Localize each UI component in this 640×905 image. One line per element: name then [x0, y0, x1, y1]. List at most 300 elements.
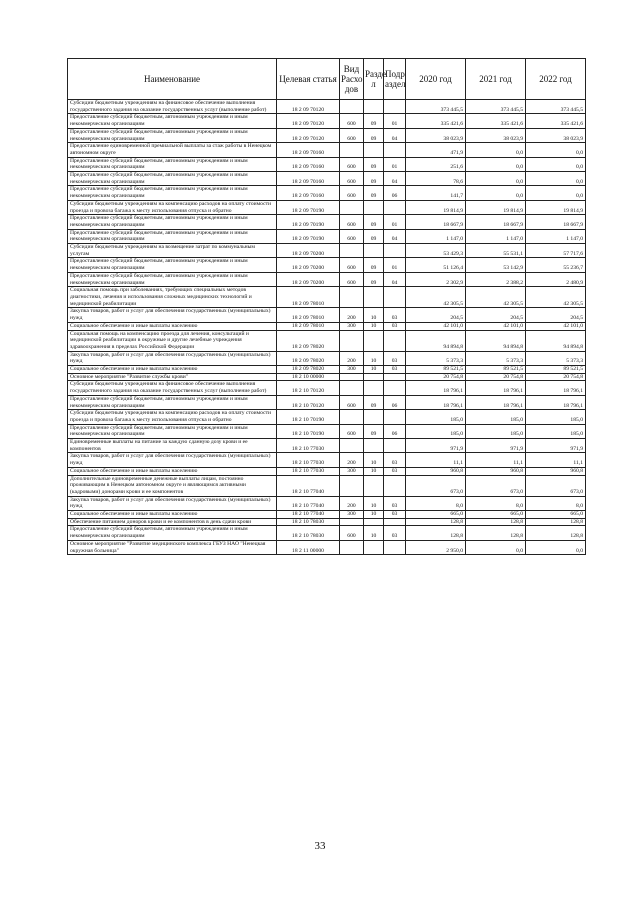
row-name: Закупка товаров, работ и услуг для обеспечения государственных (муниципальных) нужд [68, 351, 277, 365]
table-row [68, 244, 586, 258]
row-amount-2020: 20 754,8 [406, 373, 466, 381]
row-amount-2022: 0,0 [526, 172, 586, 186]
row-subsection [384, 381, 406, 395]
row-amount-2021: 204,5 [466, 308, 526, 322]
row-target-article: 18 2 09 78010 [277, 322, 340, 330]
table-row [68, 366, 586, 374]
row-expense-kind: 200 [340, 453, 364, 467]
row-amount-2021: 1 147,0 [466, 229, 526, 243]
row-section: 09 [364, 186, 384, 200]
row-amount-2020: 185,0 [406, 424, 466, 438]
row-target-article: 18 2 09 70120 [277, 100, 340, 114]
row-amount-2020: 19 814,9 [406, 200, 466, 214]
table-row [68, 439, 586, 453]
row-expense-kind: 600 [340, 526, 364, 540]
row-subsection: 03 [384, 467, 406, 475]
row-name: Предоставление субсидий бюджетным, автономным учреждениям и иным некоммерческим организациям [68, 172, 277, 186]
row-expense-kind: 600 [340, 186, 364, 200]
row-amount-2022: 0,0 [526, 540, 586, 554]
row-amount-2020: 18 796,1 [406, 395, 466, 409]
table-row [68, 496, 586, 510]
row-amount-2022: 18 667,9 [526, 215, 586, 229]
row-amount-2021: 185,0 [466, 410, 526, 424]
row-amount-2020: 471,9 [406, 143, 466, 157]
row-section [364, 143, 384, 157]
row-amount-2021: 0,0 [466, 143, 526, 157]
row-expense-kind: 200 [340, 496, 364, 510]
header-section: Разде л [364, 59, 384, 100]
row-expense-kind: 600 [340, 229, 364, 243]
row-amount-2022: 673,0 [526, 475, 586, 496]
row-target-article: 18 2 09 70160 [277, 172, 340, 186]
row-expense-kind: 300 [340, 322, 364, 330]
row-amount-2021: 53 142,9 [466, 258, 526, 272]
row-amount-2022: 38 023,9 [526, 128, 586, 142]
table-row [68, 200, 586, 214]
row-target-article: 18 2 10 77030 [277, 467, 340, 475]
table-row [68, 114, 586, 128]
row-subsection: 06 [384, 395, 406, 409]
row-amount-2021: 18 667,9 [466, 215, 526, 229]
row-amount-2022: 373 445,5 [526, 100, 586, 114]
row-expense-kind [340, 244, 364, 258]
row-amount-2021: 18 796,1 [466, 395, 526, 409]
row-section [364, 475, 384, 496]
table-row [68, 526, 586, 540]
row-expense-kind [340, 518, 364, 526]
row-amount-2021: 18 796,1 [466, 381, 526, 395]
table-row [68, 410, 586, 424]
row-section: 09 [364, 258, 384, 272]
row-expense-kind [340, 439, 364, 453]
row-amount-2020: 18 796,1 [406, 381, 466, 395]
row-amount-2021: 373 445,5 [466, 100, 526, 114]
row-section: 10 [364, 526, 384, 540]
row-name: Предоставление субсидий бюджетным, автономным учреждениям и иным некоммерческим организациям [68, 229, 277, 243]
row-expense-kind: 200 [340, 308, 364, 322]
row-name: Субсидии бюджетным учреждениям на компенсацию расходов на оплату стоимости проезда и провоза багажа к месту использования отпуска и обратно [68, 410, 277, 424]
row-target-article: 18 2 09 70120 [277, 114, 340, 128]
row-amount-2020: 5 373,3 [406, 351, 466, 365]
row-target-article: 18 2 09 78020 [277, 366, 340, 374]
budget-table [67, 58, 586, 555]
row-name: Закупка товаров, работ и услуг для обеспечения государственных (муниципальных) нужд [68, 496, 277, 510]
header-subsection: Подр аздел [384, 59, 406, 100]
row-subsection: 06 [384, 424, 406, 438]
row-amount-2022: 0,0 [526, 157, 586, 171]
row-amount-2022: 5 373,3 [526, 351, 586, 365]
row-section [364, 287, 384, 308]
header-2021: 2021 год [466, 59, 526, 100]
table-row [68, 287, 586, 308]
row-target-article: 18 2 09 70160 [277, 157, 340, 171]
row-amount-2022: 11,1 [526, 453, 586, 467]
row-expense-kind: 200 [340, 351, 364, 365]
row-target-article: 18 2 09 70160 [277, 143, 340, 157]
row-amount-2020: 673,0 [406, 475, 466, 496]
row-amount-2020: 89 521,5 [406, 366, 466, 374]
row-target-article: 18 2 09 70200 [277, 258, 340, 272]
row-section: 09 [364, 172, 384, 186]
row-amount-2020: 78,6 [406, 172, 466, 186]
row-name: Субсидии бюджетным учреждениям на возмещение затрат по коммунальным услугам [68, 244, 277, 258]
row-subsection [384, 330, 406, 351]
row-amount-2020: 373 445,5 [406, 100, 466, 114]
row-expense-kind [340, 143, 364, 157]
row-target-article: 18 2 09 70120 [277, 128, 340, 142]
row-target-article: 18 2 09 70190 [277, 215, 340, 229]
row-section: 10 [364, 366, 384, 374]
row-amount-2020: 53 429,3 [406, 244, 466, 258]
table-row [68, 381, 586, 395]
row-amount-2021: 89 521,5 [466, 366, 526, 374]
row-amount-2021: 673,0 [466, 475, 526, 496]
row-amount-2022: 19 814,9 [526, 200, 586, 214]
table-row [68, 229, 586, 243]
row-amount-2021: 20 754,8 [466, 373, 526, 381]
row-subsection [384, 410, 406, 424]
row-subsection [384, 244, 406, 258]
row-amount-2021: 128,8 [466, 526, 526, 540]
row-amount-2021: 128,8 [466, 518, 526, 526]
row-section [364, 439, 384, 453]
header-2022: 2022 год [526, 59, 586, 100]
table-row [68, 308, 586, 322]
row-subsection [384, 439, 406, 453]
row-target-article: 18 2 09 78020 [277, 351, 340, 365]
row-amount-2021: 11,1 [466, 453, 526, 467]
row-expense-kind [340, 540, 364, 554]
row-amount-2020: 38 023,9 [406, 128, 466, 142]
row-subsection [384, 200, 406, 214]
row-amount-2020: 141,7 [406, 186, 466, 200]
row-name: Обеспечение питанием доноров крови и ее компонентов в день сдачи крови [68, 518, 277, 526]
row-subsection [384, 540, 406, 554]
row-amount-2020: 11,1 [406, 453, 466, 467]
row-amount-2022: 1 147,0 [526, 229, 586, 243]
row-amount-2020: 2 950,0 [406, 540, 466, 554]
row-expense-kind [340, 200, 364, 214]
row-subsection: 03 [384, 453, 406, 467]
table-row [68, 322, 586, 330]
row-section: 09 [364, 215, 384, 229]
row-subsection: 03 [384, 322, 406, 330]
row-subsection: 04 [384, 128, 406, 142]
row-amount-2022: 18 796,1 [526, 395, 586, 409]
row-subsection [384, 475, 406, 496]
row-amount-2021: 335 421,6 [466, 114, 526, 128]
table-row [68, 467, 586, 475]
row-amount-2020: 51 126,4 [406, 258, 466, 272]
table-row [68, 518, 586, 526]
row-name: Предоставление субсидий бюджетным, автономным учреждениям и иным некоммерческим организациям [68, 215, 277, 229]
table-row [68, 475, 586, 496]
row-subsection: 01 [384, 258, 406, 272]
row-section: 09 [364, 114, 384, 128]
row-target-article: 18 2 10 77040 [277, 496, 340, 510]
row-section: 09 [364, 424, 384, 438]
row-amount-2022: 185,0 [526, 410, 586, 424]
row-section: 09 [364, 157, 384, 171]
header-target-article: Целевая статья [277, 59, 340, 100]
row-section: 10 [364, 308, 384, 322]
table-row [68, 395, 586, 409]
row-amount-2021: 960,8 [466, 467, 526, 475]
table-body [68, 100, 586, 555]
row-amount-2020: 128,8 [406, 518, 466, 526]
row-expense-kind: 300 [340, 467, 364, 475]
row-amount-2021: 19 814,9 [466, 200, 526, 214]
row-amount-2022: 20 754,8 [526, 373, 586, 381]
row-expense-kind: 600 [340, 172, 364, 186]
row-section: 10 [364, 351, 384, 365]
row-name: Предоставление субсидий бюджетным, автономным учреждениям и иным некоммерческим организациям [68, 526, 277, 540]
row-subsection: 01 [384, 215, 406, 229]
row-amount-2022: 2 480,9 [526, 272, 586, 286]
row-name: Предоставление субсидий бюджетным, автономным учреждениям и иным некоммерческим организациям [68, 128, 277, 142]
row-amount-2022: 55 236,7 [526, 258, 586, 272]
row-expense-kind [340, 475, 364, 496]
row-section: 09 [364, 272, 384, 286]
header-2020: 2020 год [406, 59, 466, 100]
row-amount-2020: 335 421,6 [406, 114, 466, 128]
row-expense-kind: 300 [340, 366, 364, 374]
row-expense-kind: 600 [340, 114, 364, 128]
row-target-article: 18 2 09 70200 [277, 244, 340, 258]
row-name: Предоставление субсидий бюджетным, автономным учреждениям и иным некоммерческим организациям [68, 157, 277, 171]
row-subsection: 03 [384, 526, 406, 540]
row-name: Предоставление субсидий бюджетным, автономным учреждениям и иным некоммерческим организациям [68, 114, 277, 128]
row-expense-kind: 600 [340, 258, 364, 272]
row-amount-2022: 971,9 [526, 439, 586, 453]
table-header-row [68, 59, 586, 100]
row-section [364, 540, 384, 554]
row-name: Предоставление субсидий бюджетным, автономным учреждениям и иным некоммерческим организациям [68, 424, 277, 438]
row-target-article: 18 2 10 00000 [277, 373, 340, 381]
row-expense-kind: 600 [340, 157, 364, 171]
row-subsection: 03 [384, 308, 406, 322]
row-amount-2021: 8,0 [466, 496, 526, 510]
row-amount-2021: 971,9 [466, 439, 526, 453]
row-amount-2021: 42 305,5 [466, 287, 526, 308]
row-amount-2022: 89 521,5 [526, 366, 586, 374]
table-row [68, 272, 586, 286]
row-name: Предоставление субсидий бюджетным, автономным учреждениям и иным некоммерческим организациям [68, 272, 277, 286]
row-target-article: 18 2 10 77040 [277, 475, 340, 496]
row-target-article: 18 2 09 78010 [277, 308, 340, 322]
row-amount-2021: 5 373,3 [466, 351, 526, 365]
row-amount-2020: 8,0 [406, 496, 466, 510]
row-amount-2021: 185,0 [466, 424, 526, 438]
row-amount-2022: 185,0 [526, 424, 586, 438]
row-name: Закупка товаров, работ и услуг для обеспечения государственных (муниципальных) нужд [68, 308, 277, 322]
row-target-article: 18 2 09 70190 [277, 229, 340, 243]
header-expense-kind: Вид Расхо дов [340, 59, 364, 100]
row-name: Социальная помощь на компенсацию проезда для лечения, консультаций и медицинской реабилитации в окружные и другие лечебные учреждения здравоохранения в пределах Российской Федерации [68, 330, 277, 351]
row-expense-kind [340, 381, 364, 395]
row-target-article: 18 2 10 78030 [277, 518, 340, 526]
row-expense-kind [340, 100, 364, 114]
row-name: Дополнительные единовременные денежные выплаты лицам, постоянно проживающим в Ненецком автономном округе и являющимся активными (кадровыми) донорами крови и ее компонентов [68, 475, 277, 496]
header-name: Наименование [68, 59, 277, 100]
row-subsection: 03 [384, 366, 406, 374]
row-section [364, 200, 384, 214]
row-section: 10 [364, 467, 384, 475]
row-amount-2021: 0,0 [466, 186, 526, 200]
row-section [364, 244, 384, 258]
row-section: 10 [364, 322, 384, 330]
row-expense-kind: 300 [340, 511, 364, 519]
table-row [68, 424, 586, 438]
row-amount-2022: 665,0 [526, 511, 586, 519]
row-name: Социальное обеспечение и иные выплаты населению [68, 322, 277, 330]
row-amount-2022: 128,8 [526, 518, 586, 526]
row-section: 10 [364, 496, 384, 510]
row-subsection [384, 518, 406, 526]
row-target-article: 18 2 09 70200 [277, 272, 340, 286]
row-expense-kind [340, 373, 364, 381]
row-amount-2020: 185,0 [406, 410, 466, 424]
row-name: Социальное обеспечение и иные выплаты населению [68, 467, 277, 475]
row-name: Предоставление субсидий бюджетным, автономным учреждениям и иным некоммерческим организациям [68, 395, 277, 409]
row-amount-2020: 42 101,0 [406, 322, 466, 330]
row-section: 10 [364, 511, 384, 519]
row-amount-2020: 960,8 [406, 467, 466, 475]
row-amount-2022: 57 717,6 [526, 244, 586, 258]
row-amount-2021: 2 388,2 [466, 272, 526, 286]
row-subsection [384, 100, 406, 114]
row-section: 09 [364, 395, 384, 409]
table-row [68, 540, 586, 554]
row-target-article: 18 2 10 70120 [277, 381, 340, 395]
row-subsection: 04 [384, 172, 406, 186]
row-subsection: 03 [384, 511, 406, 519]
row-target-article: 18 2 10 77030 [277, 439, 340, 453]
row-expense-kind [340, 287, 364, 308]
row-section: 09 [364, 128, 384, 142]
row-name: Единовременные выплаты на питание за каждую сданную дозу крови и ее компонентов [68, 439, 277, 453]
row-subsection: 03 [384, 351, 406, 365]
row-target-article: 18 2 09 78020 [277, 330, 340, 351]
row-expense-kind: 600 [340, 215, 364, 229]
row-amount-2022: 8,0 [526, 496, 586, 510]
row-amount-2021: 42 101,0 [466, 322, 526, 330]
row-subsection [384, 287, 406, 308]
row-subsection: 03 [384, 496, 406, 510]
row-subsection [384, 143, 406, 157]
table-row [68, 330, 586, 351]
row-name: Предоставление единовременной премиальной выплаты за стаж работы в Ненецком автономном округе [68, 143, 277, 157]
row-target-article: 18 2 10 78030 [277, 526, 340, 540]
row-expense-kind [340, 410, 364, 424]
row-amount-2020: 971,9 [406, 439, 466, 453]
row-section [364, 381, 384, 395]
row-section: 10 [364, 453, 384, 467]
row-amount-2022: 960,8 [526, 467, 586, 475]
row-amount-2021: 665,0 [466, 511, 526, 519]
row-amount-2020: 204,5 [406, 308, 466, 322]
row-name: Субсидии бюджетным учреждениям на финансовое обеспечение выполнения государственного задания на оказание государственных услуг (выполнение работ) [68, 381, 277, 395]
table-row [68, 511, 586, 519]
row-amount-2022: 335 421,6 [526, 114, 586, 128]
row-amount-2022: 42 305,5 [526, 287, 586, 308]
table-row [68, 157, 586, 171]
row-amount-2022: 42 101,0 [526, 322, 586, 330]
row-amount-2020: 94 894,8 [406, 330, 466, 351]
row-section: 09 [364, 229, 384, 243]
row-target-article: 18 2 10 70190 [277, 410, 340, 424]
row-amount-2021: 55 531,1 [466, 244, 526, 258]
row-subsection: 01 [384, 114, 406, 128]
row-amount-2021: 94 894,8 [466, 330, 526, 351]
row-subsection [384, 373, 406, 381]
row-section [364, 330, 384, 351]
row-subsection: 04 [384, 272, 406, 286]
row-amount-2021: 0,0 [466, 540, 526, 554]
row-subsection: 04 [384, 229, 406, 243]
row-name: Социальная помощь при заболеваниях, требующих специальных методов диагностики, лечения и использования сложных медицинских технологий и медицинской реабилитации [68, 287, 277, 308]
row-name: Социальное обеспечение и иные выплаты населению [68, 366, 277, 374]
row-amount-2022: 128,8 [526, 526, 586, 540]
row-amount-2020: 251,6 [406, 157, 466, 171]
row-amount-2021: 0,0 [466, 172, 526, 186]
table-row [68, 258, 586, 272]
row-target-article: 18 2 10 77030 [277, 453, 340, 467]
row-expense-kind: 600 [340, 424, 364, 438]
row-section [364, 518, 384, 526]
row-amount-2020: 18 667,9 [406, 215, 466, 229]
table-row [68, 143, 586, 157]
row-target-article: 18 2 09 70190 [277, 200, 340, 214]
row-amount-2022: 0,0 [526, 143, 586, 157]
row-amount-2022: 204,5 [526, 308, 586, 322]
page-number: 33 [314, 840, 326, 852]
row-name: Социальное обеспечение и иные выплаты населению [68, 511, 277, 519]
row-amount-2022: 18 796,1 [526, 381, 586, 395]
row-section [364, 373, 384, 381]
row-name: Закупка товаров, работ и услуг для обеспечения государственных (муниципальных) нужд [68, 453, 277, 467]
row-amount-2020: 1 147,0 [406, 229, 466, 243]
table-row [68, 215, 586, 229]
row-amount-2020: 665,0 [406, 511, 466, 519]
row-amount-2021: 38 023,9 [466, 128, 526, 142]
row-name: Субсидии бюджетным учреждениям на финансовое обеспечение выполнения государственного задания на оказание государственных услуг (выполнение работ) [68, 100, 277, 114]
row-expense-kind [340, 330, 364, 351]
row-expense-kind: 600 [340, 128, 364, 142]
budget-table-page [67, 58, 585, 555]
row-name: Предоставление субсидий бюджетным, автономным учреждениям и иным некоммерческим организациям [68, 258, 277, 272]
row-target-article: 18 2 10 70120 [277, 395, 340, 409]
row-amount-2021: 0,0 [466, 157, 526, 171]
row-amount-2020: 42 305,5 [406, 287, 466, 308]
table-row [68, 172, 586, 186]
row-name: Предоставление субсидий бюджетным, автономным учреждениям и иным некоммерческим организациям [68, 186, 277, 200]
row-expense-kind: 600 [340, 395, 364, 409]
table-row [68, 128, 586, 142]
row-target-article: 18 2 10 70190 [277, 424, 340, 438]
row-amount-2022: 0,0 [526, 186, 586, 200]
table-row [68, 100, 586, 114]
row-amount-2020: 2 302,9 [406, 272, 466, 286]
table-row [68, 186, 586, 200]
row-amount-2020: 128,8 [406, 526, 466, 540]
table-row [68, 351, 586, 365]
row-expense-kind: 600 [340, 272, 364, 286]
row-target-article: 18 2 09 70160 [277, 186, 340, 200]
row-section [364, 410, 384, 424]
row-target-article: 18 2 11 00000 [277, 540, 340, 554]
row-target-article: 18 2 10 77040 [277, 511, 340, 519]
